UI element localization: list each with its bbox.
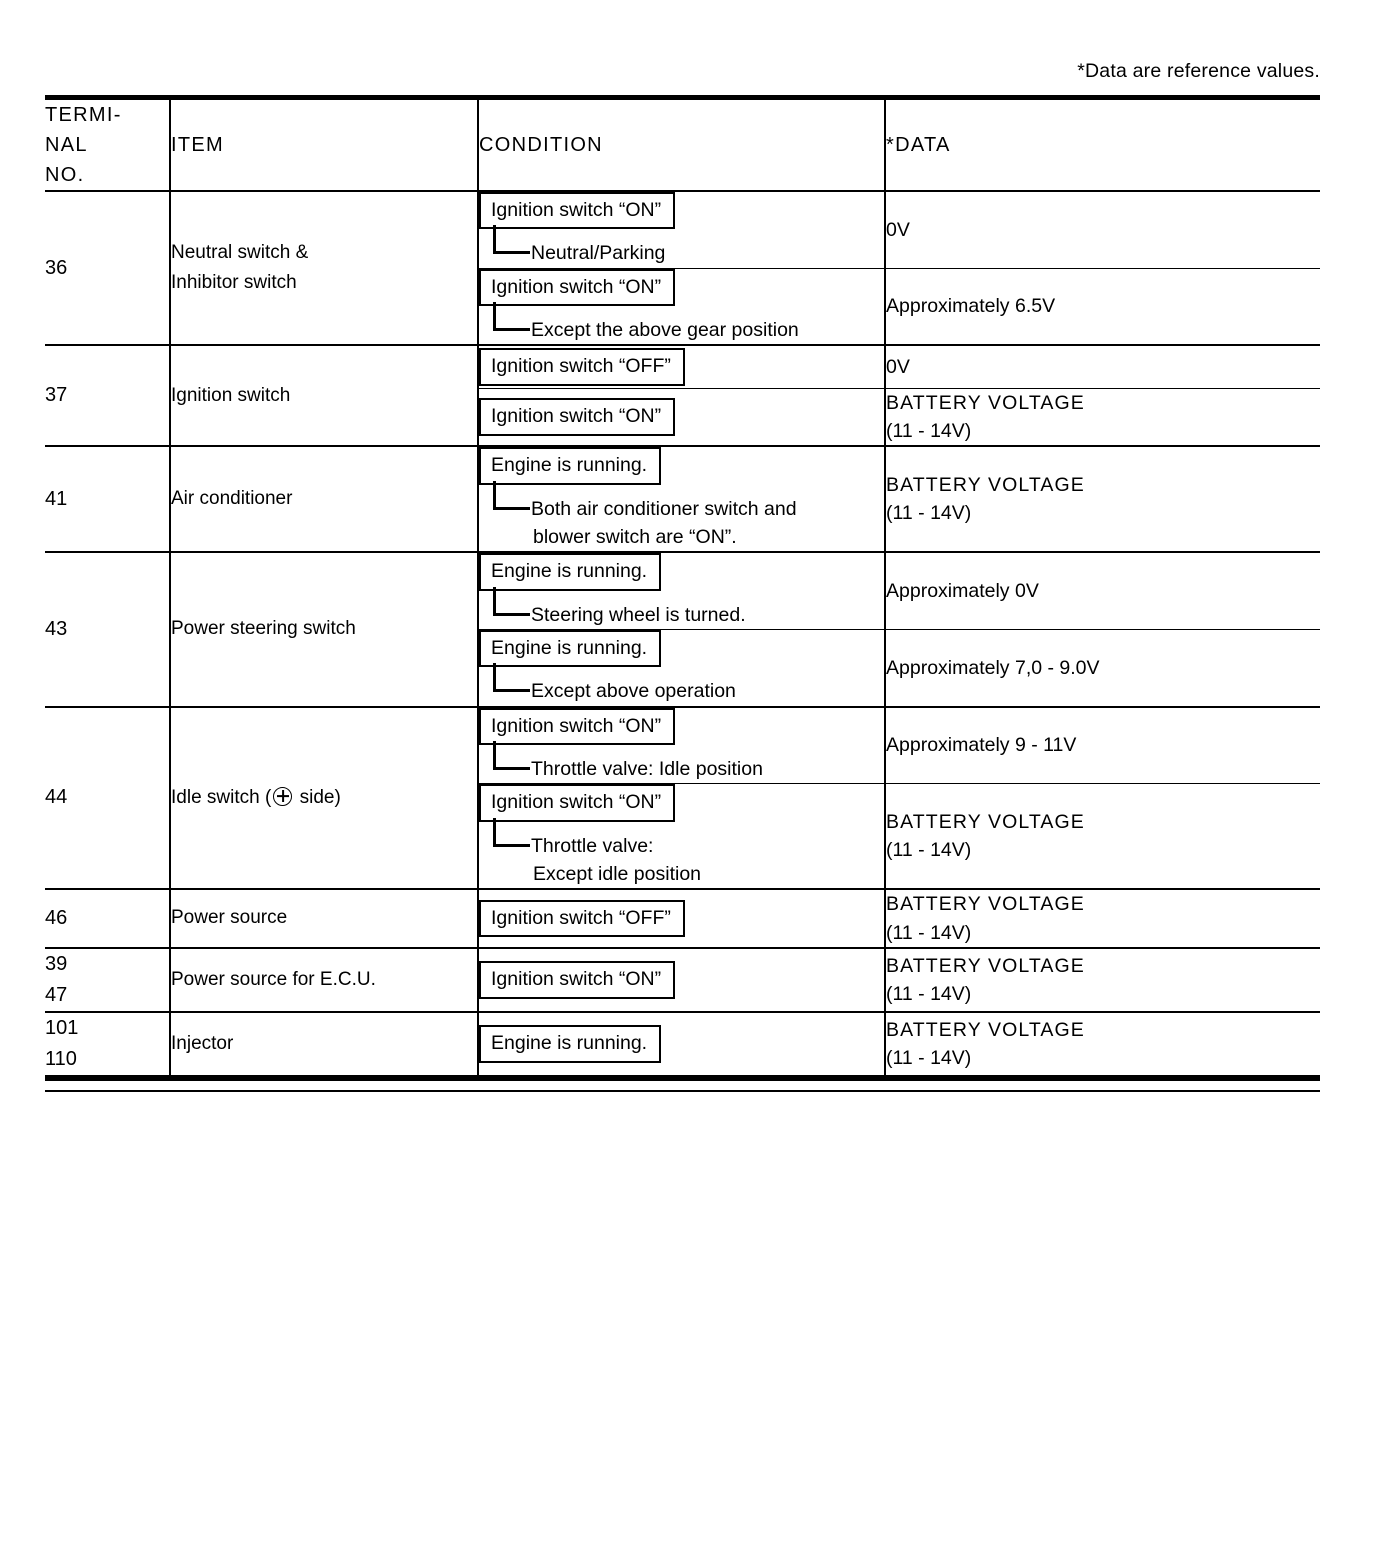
table-row bbox=[45, 948, 1320, 1012]
data-cell bbox=[885, 388, 1320, 446]
terminal-number: 110 bbox=[45, 1047, 77, 1070]
sub-condition-row bbox=[479, 749, 884, 783]
condition-block bbox=[479, 269, 884, 345]
table-row bbox=[45, 191, 1320, 268]
condition-cell bbox=[478, 707, 885, 784]
condition-box: Ignition switch “ON” bbox=[479, 192, 675, 229]
sub-condition-line: Except the above gear position bbox=[531, 319, 799, 342]
data-value: (11 - 14V) bbox=[886, 982, 972, 1005]
data-cell bbox=[885, 889, 1320, 948]
item-label: Neutral switch & bbox=[171, 241, 309, 263]
data-cell bbox=[885, 1012, 1320, 1075]
item-label: Ignition switch bbox=[171, 384, 291, 406]
sub-condition-line: Throttle valve: bbox=[531, 834, 654, 857]
condition-block bbox=[479, 192, 884, 268]
condition-cell bbox=[478, 948, 885, 1012]
condition-block bbox=[479, 784, 884, 888]
item-cell bbox=[170, 948, 478, 1012]
sub-condition-line: Except above operation bbox=[531, 680, 736, 703]
sub-condition-row bbox=[479, 826, 884, 889]
data-value: BATTERY VOLTAGE bbox=[886, 1018, 1085, 1041]
condition-cell bbox=[478, 889, 885, 948]
sub-condition-text bbox=[531, 489, 884, 552]
condition-cell bbox=[478, 388, 885, 446]
header-terminal-line1: TERMI- bbox=[45, 104, 122, 126]
elbow-connector-icon bbox=[493, 587, 530, 616]
item-cell bbox=[170, 446, 478, 552]
sub-condition-row bbox=[479, 489, 884, 552]
item-cell bbox=[170, 191, 478, 345]
terminal-number-cell bbox=[45, 446, 170, 552]
condition-box: Engine is running. bbox=[479, 447, 661, 484]
data-cell bbox=[885, 345, 1320, 388]
elbow-connector-icon bbox=[493, 302, 530, 331]
elbow-connector-icon bbox=[493, 481, 530, 510]
data-value: Approximately 6.5V bbox=[886, 295, 1056, 318]
data-value: 0V bbox=[886, 218, 910, 241]
sub-condition-text bbox=[531, 671, 884, 705]
sub-condition-line: Except idle position bbox=[533, 863, 702, 886]
data-cell bbox=[885, 446, 1320, 552]
terminal-number: 39 bbox=[45, 952, 68, 975]
data-value: BATTERY VOLTAGE bbox=[886, 893, 1085, 916]
condition-box: Engine is running. bbox=[479, 630, 661, 667]
table-header bbox=[45, 100, 1320, 191]
item-label: Air conditioner bbox=[171, 488, 293, 510]
terminal-number-cell bbox=[45, 948, 170, 1012]
terminal-number-cell bbox=[45, 707, 170, 890]
data-value: (11 - 14V) bbox=[886, 420, 972, 443]
sub-condition-text bbox=[531, 233, 884, 267]
header-terminal-no bbox=[45, 100, 170, 191]
condition-block bbox=[479, 346, 884, 387]
item-cell bbox=[170, 1012, 478, 1075]
terminal-number: 101 bbox=[45, 1016, 79, 1039]
condition-cell bbox=[478, 345, 885, 388]
item-label: Power steering switch bbox=[171, 618, 356, 640]
sub-condition-text bbox=[531, 595, 884, 629]
item-cell bbox=[170, 552, 478, 706]
condition-block bbox=[479, 898, 884, 939]
table-row bbox=[45, 345, 1320, 388]
data-cell bbox=[885, 191, 1320, 268]
data-value: Approximately 9 - 11V bbox=[886, 734, 1077, 757]
elbow-connector-icon bbox=[493, 225, 530, 254]
condition-box: Engine is running. bbox=[479, 1025, 661, 1062]
condition-block bbox=[479, 1023, 884, 1064]
table-row bbox=[45, 707, 1320, 784]
condition-cell bbox=[478, 784, 885, 889]
terminal-number: 41 bbox=[45, 487, 68, 510]
data-value: BATTERY VOLTAGE bbox=[886, 391, 1085, 414]
terminal-number: 47 bbox=[45, 983, 68, 1006]
condition-block bbox=[479, 396, 884, 437]
data-cell bbox=[885, 948, 1320, 1012]
terminal-number-cell bbox=[45, 889, 170, 948]
terminal-number: 43 bbox=[45, 617, 68, 640]
sub-condition-text bbox=[531, 310, 884, 344]
header-item: ITEM bbox=[170, 100, 478, 191]
terminal-number: 46 bbox=[45, 907, 68, 930]
data-cell bbox=[885, 707, 1320, 784]
condition-cell bbox=[478, 268, 885, 345]
elbow-connector-icon bbox=[493, 663, 530, 692]
data-value: BATTERY VOLTAGE bbox=[886, 474, 1085, 497]
condition-box: Ignition switch “OFF” bbox=[479, 900, 685, 937]
circled-plus-icon bbox=[273, 787, 292, 806]
elbow-connector-icon bbox=[493, 741, 530, 770]
terminal-number: 44 bbox=[45, 786, 68, 809]
sub-condition-row bbox=[479, 310, 884, 344]
sub-condition-text bbox=[531, 749, 884, 783]
item-label-suffix: side) bbox=[294, 786, 341, 808]
data-cell bbox=[885, 552, 1320, 629]
sub-condition-line: Neutral/Parking bbox=[531, 242, 666, 265]
condition-block bbox=[479, 553, 884, 629]
table-row bbox=[45, 446, 1320, 552]
table-bottom-border bbox=[45, 1075, 1320, 1081]
condition-cell bbox=[478, 446, 885, 552]
sub-condition-row bbox=[479, 671, 884, 705]
page-rule bbox=[45, 1090, 1320, 1092]
table-body bbox=[45, 191, 1320, 1075]
condition-block bbox=[479, 959, 884, 1000]
condition-box: Engine is running. bbox=[479, 553, 661, 590]
reference-note: *Data are reference values. bbox=[1077, 60, 1320, 82]
condition-cell bbox=[478, 1012, 885, 1075]
header-terminal-line3: NO. bbox=[45, 164, 85, 186]
terminal-number-cell bbox=[45, 191, 170, 345]
condition-cell bbox=[478, 191, 885, 268]
condition-box: Ignition switch “ON” bbox=[479, 269, 675, 306]
condition-box: Ignition switch “ON” bbox=[479, 961, 675, 998]
sub-condition-row bbox=[479, 233, 884, 267]
item-label: Injector bbox=[171, 1032, 234, 1054]
header-condition: CONDITION bbox=[478, 100, 885, 191]
data-value: 0V bbox=[886, 355, 910, 378]
item-cell bbox=[170, 707, 478, 890]
condition-box: Ignition switch “ON” bbox=[479, 708, 675, 745]
data-cell bbox=[885, 784, 1320, 889]
data-cell bbox=[885, 629, 1320, 706]
sub-condition-row bbox=[479, 595, 884, 629]
condition-box: Ignition switch “ON” bbox=[479, 784, 675, 821]
header-data: *DATA bbox=[885, 100, 1320, 191]
item-label: Power source for E.C.U. bbox=[171, 968, 376, 990]
terminal-number-cell bbox=[45, 345, 170, 446]
elbow-connector-icon bbox=[493, 818, 530, 847]
condition-block bbox=[479, 447, 884, 551]
data-cell bbox=[885, 268, 1320, 345]
table-row bbox=[45, 889, 1320, 948]
terminal-number: 37 bbox=[45, 384, 68, 407]
terminal-number-cell bbox=[45, 552, 170, 706]
sub-condition-text bbox=[531, 826, 884, 889]
data-value: Approximately 7,0 - 9.0V bbox=[886, 656, 1100, 679]
header-terminal-line2: NAL bbox=[45, 134, 88, 156]
terminal-data-table bbox=[45, 95, 1320, 1092]
data-value: (11 - 14V) bbox=[886, 921, 972, 944]
item-label-prefix: Idle switch ( bbox=[171, 786, 272, 808]
condition-cell bbox=[478, 552, 885, 629]
sub-condition-line: Both air conditioner switch and bbox=[531, 497, 797, 520]
sub-condition-line: Steering wheel is turned. bbox=[531, 603, 746, 626]
terminal-number-cell bbox=[45, 1012, 170, 1075]
item-cell bbox=[170, 345, 478, 446]
item-cell bbox=[170, 889, 478, 948]
data-value: BATTERY VOLTAGE bbox=[886, 954, 1085, 977]
condition-block bbox=[479, 630, 884, 706]
condition-cell bbox=[478, 629, 885, 706]
data-value: Approximately 0V bbox=[886, 579, 1039, 602]
table-row bbox=[45, 1012, 1320, 1075]
condition-block bbox=[479, 708, 884, 784]
sub-condition-line: blower switch are “ON”. bbox=[533, 526, 737, 549]
spec-table bbox=[45, 100, 1320, 1075]
item-label: Inhibitor switch bbox=[171, 272, 297, 294]
item-label: Power source bbox=[171, 907, 288, 929]
data-value: (11 - 14V) bbox=[886, 1046, 972, 1069]
terminal-number: 36 bbox=[45, 256, 68, 279]
data-value: (11 - 14V) bbox=[886, 839, 972, 862]
header-row bbox=[45, 100, 1320, 191]
condition-box: Ignition switch “OFF” bbox=[479, 348, 685, 385]
data-value: BATTERY VOLTAGE bbox=[886, 811, 1085, 834]
data-value: (11 - 14V) bbox=[886, 502, 972, 525]
condition-box: Ignition switch “ON” bbox=[479, 398, 675, 435]
table-row bbox=[45, 552, 1320, 629]
sub-condition-line: Throttle valve: Idle position bbox=[531, 758, 763, 781]
